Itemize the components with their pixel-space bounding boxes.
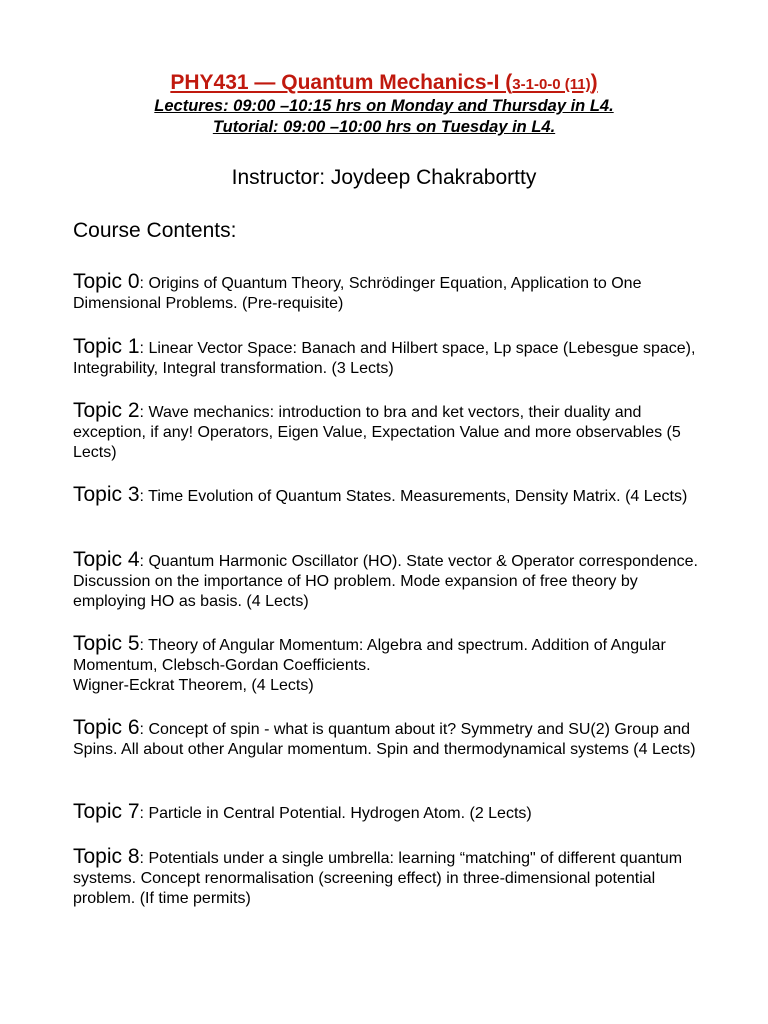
- lecture-schedule: Lectures: 09:00 –10:15 hrs on Monday and Thursday in L4.: [154, 97, 614, 115]
- topic-1: [73, 337, 703, 379]
- course-title: [0, 70, 768, 98]
- topic-4: [73, 550, 703, 612]
- topic-8-text: : Potentials under a single umbrella: learning “matching" of different quantum systems. Concept renormalisation (screening effect) in three-dimensional potential problem. (If time permits): [73, 850, 683, 907]
- topic-7-text: : Particle in Central Potential. Hydrogen Atom. (2 Lects): [139, 805, 532, 822]
- topic-4-text: : Quantum Harmonic Oscillator (HO). State vector & Operator correspondence. Discussion on the importance of HO problem. Mode expansion of free theory by employing HO as basis. (4 Lects): [73, 553, 698, 610]
- topic-3: [73, 485, 703, 507]
- topic-4-name: Topic 4: [73, 548, 140, 571]
- course-title-main: PHY431 — Quantum Mechanics-I (: [170, 71, 513, 94]
- topic-0: [73, 272, 703, 314]
- topic-5-text: : Theory of Angular Momentum: Algebra and spectrum. Addition of Angular Momentum, Clebsch-Gordan Coefficients. Wigner-Eckrat Theorem, (4 Lects): [73, 637, 666, 694]
- topic-5: [73, 634, 703, 696]
- topic-8-name: Topic 8: [73, 845, 140, 868]
- topic-1-name: Topic 1: [73, 335, 140, 358]
- tutorial-schedule: Tutorial: 09:00 –10:00 hrs on Tuesday in L4.: [212, 118, 556, 136]
- topic-5-name: Topic 5: [73, 632, 140, 655]
- topic-6-name: Topic 6: [73, 716, 140, 739]
- course-credits: 3-1-0-0 (11): [512, 76, 591, 93]
- instructor-line: Instructor: Joydeep Chakrabortty: [231, 166, 537, 189]
- topic-0-name: Topic 0: [73, 270, 140, 293]
- topic-8: [73, 847, 703, 909]
- topic-6-text: : Concept of spin - what is quantum about it? Symmetry and SU(2) Group and Spins. All about other Angular momentum. Spin and thermodynamical systems (4 Lects): [73, 721, 696, 758]
- topic-2-name: Topic 2: [73, 399, 140, 422]
- topic-6: [73, 718, 703, 760]
- topic-0-text: : Origins of Quantum Theory, Schrödinger Equation, Application to One Dimensional Problems. (Pre-requisite): [73, 275, 642, 312]
- topic-2-text: : Wave mechanics: introduction to bra and ket vectors, their duality and exception, if any! Operators, Eigen Value, Expectation Value and more observables (5 Lects): [73, 404, 681, 461]
- course-contents-heading: Course Contents:: [73, 219, 237, 242]
- topic-1-text: : Linear Vector Space: Banach and Hilbert space, Lp space (Lebesgue space), Integrability, Integral transformation. (3 Lects): [73, 340, 696, 377]
- course-title-close: ): [590, 71, 598, 94]
- topic-7: [73, 802, 703, 824]
- topic-2: [73, 401, 703, 463]
- topic-3-text: : Time Evolution of Quantum States. Measurements, Density Matrix. (4 Lects): [139, 488, 688, 505]
- topic-3-name: Topic 3: [73, 483, 140, 506]
- topic-7-name: Topic 7: [73, 800, 140, 823]
